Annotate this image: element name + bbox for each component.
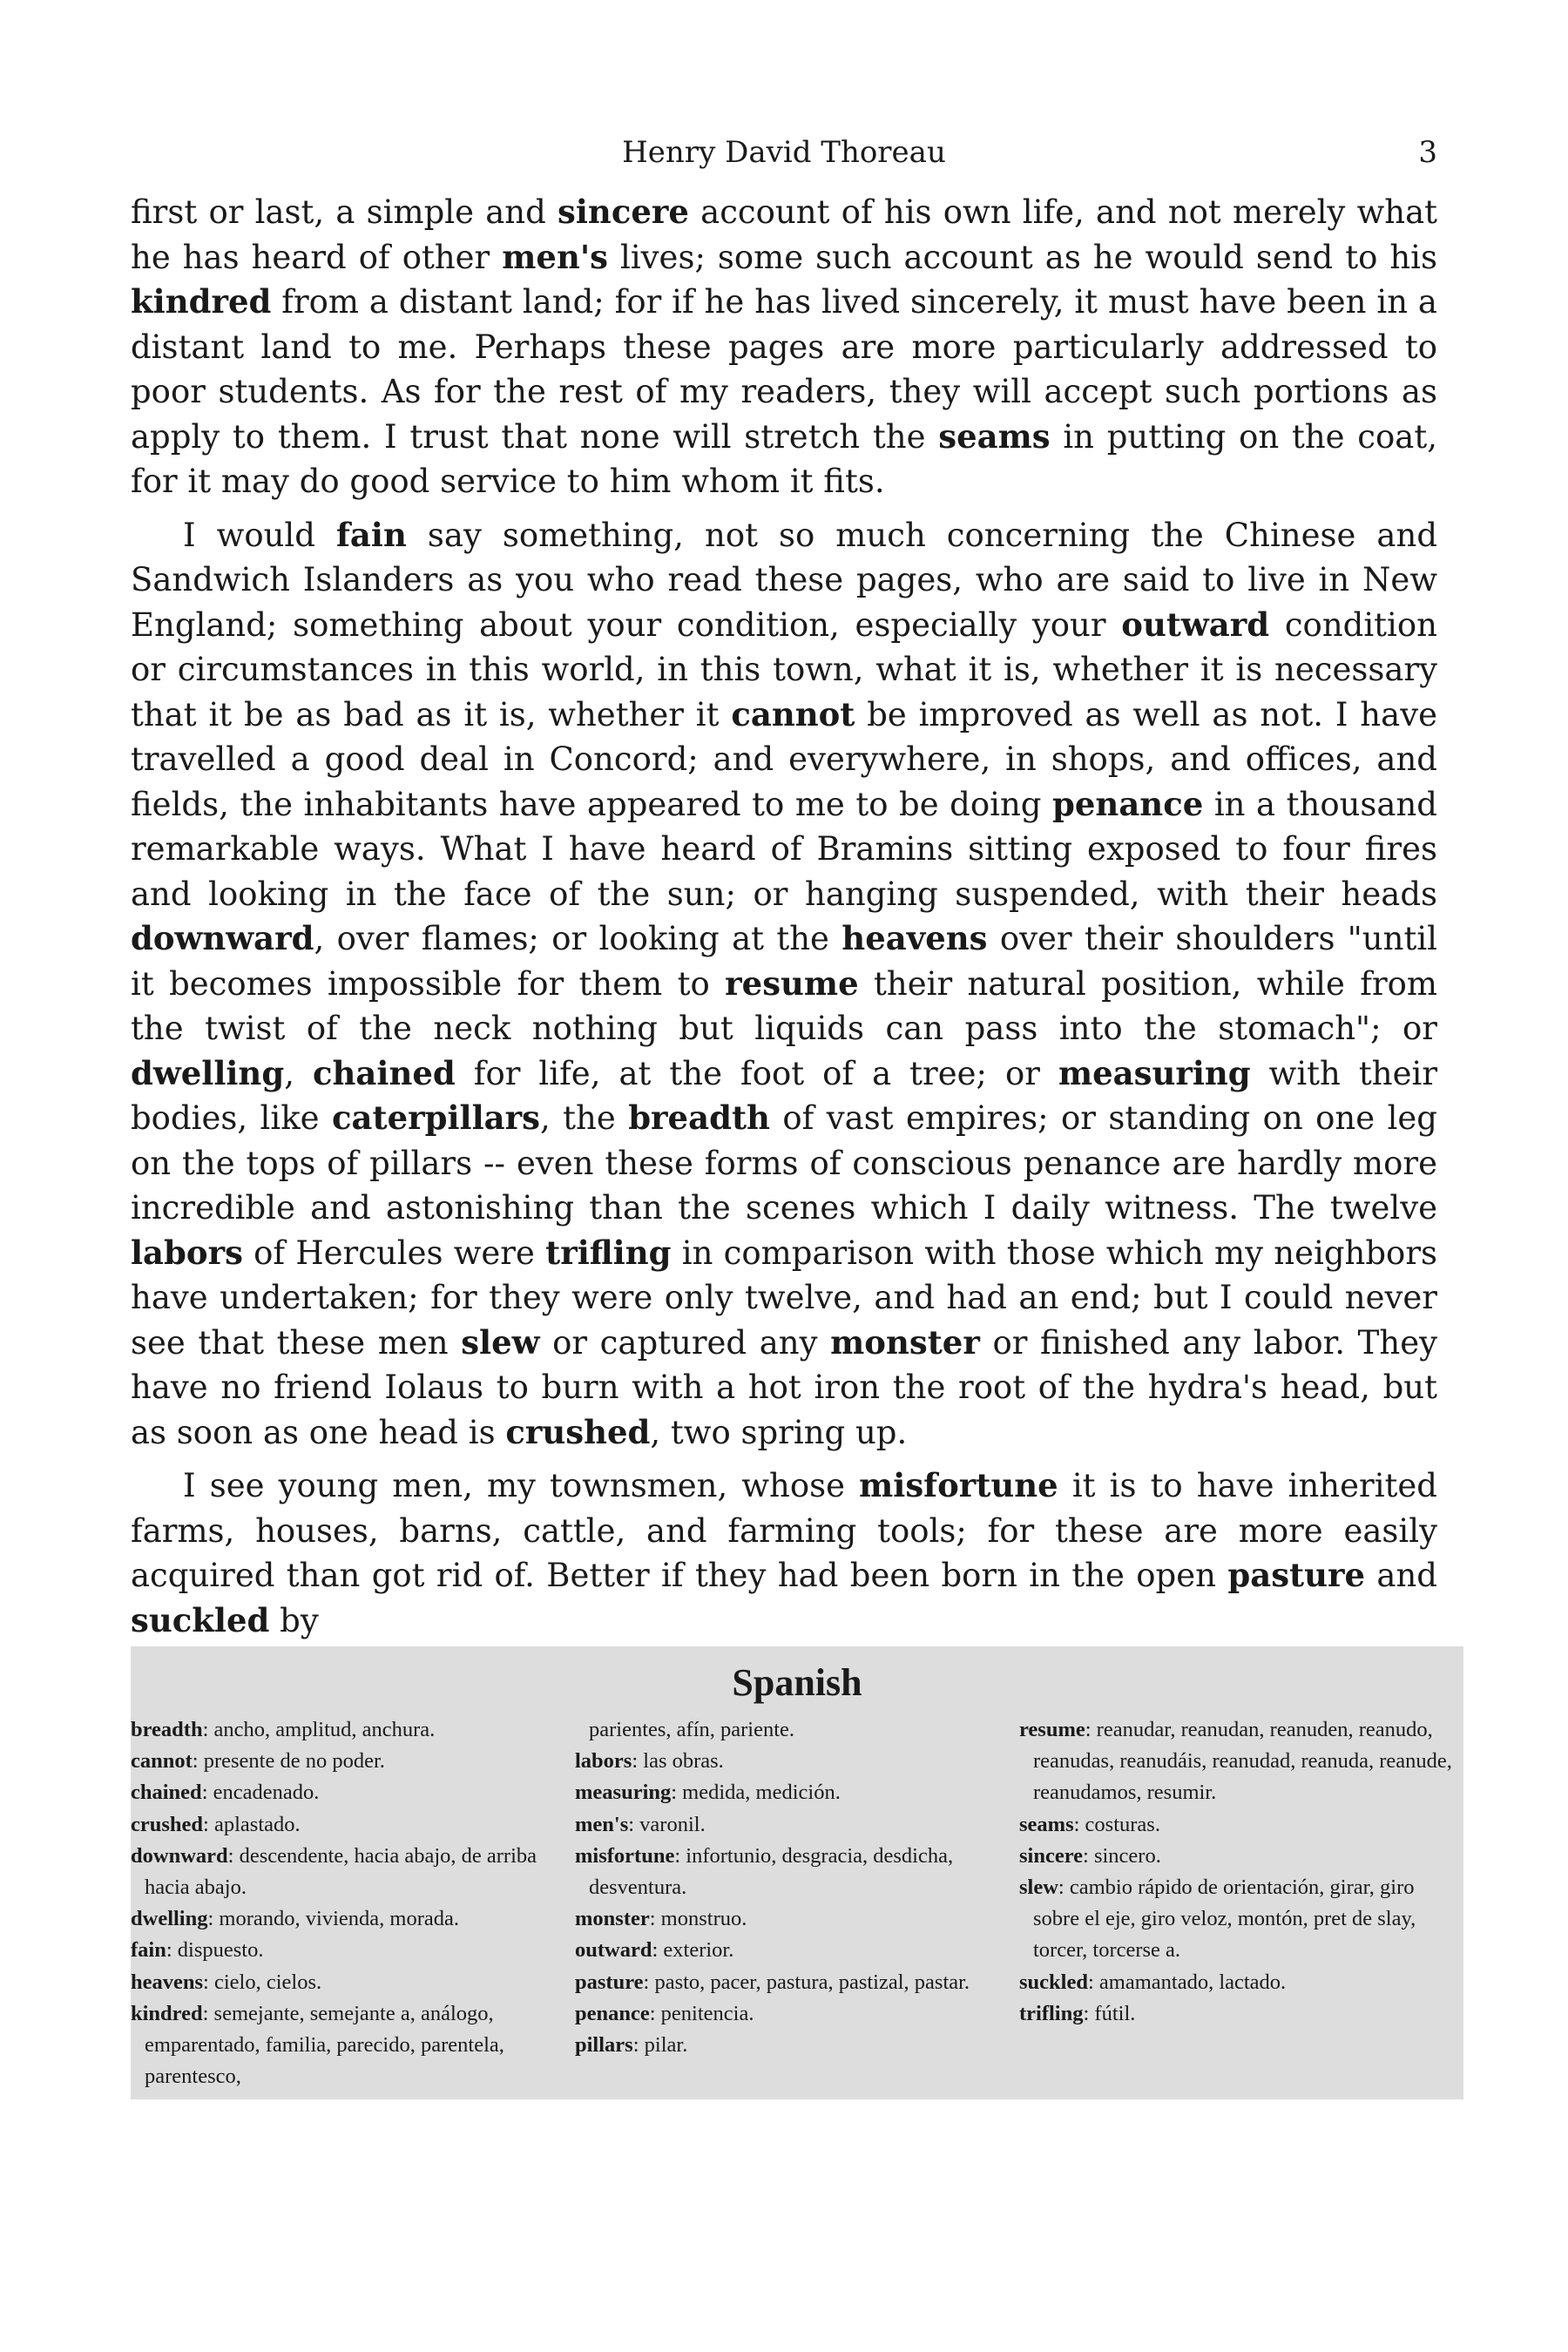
glossary-headword: cannot	[131, 1749, 193, 1774]
glossary-title: Spanish	[732, 1661, 862, 1704]
glossed-word: monster	[830, 1322, 980, 1362]
glossed-word: misfortune	[859, 1466, 1058, 1504]
glossary-definition: : encadenado.	[201, 1781, 320, 1805]
text-run: , over flames; or looking at the	[314, 920, 842, 957]
glossary-definition: : descendente, hacia abajo, de arriba hacia abajo.	[145, 1843, 537, 1900]
glossary-headword: misfortune	[575, 1843, 675, 1868]
glossary-definition: : ancho, amplitud, anchura.	[202, 1718, 436, 1741]
text-run: by	[269, 1601, 319, 1639]
glossary-headword: measuring	[575, 1781, 672, 1805]
glossary-definition: : cielo, cielos.	[203, 1970, 322, 1994]
glossary-headword: chained	[131, 1781, 202, 1805]
text-run: be improved as well as not. I have travelled a good deal in Concord; and everywhere, in shops, and offices, and fields, the inhabitants have appeared to me to be doing	[131, 695, 1437, 823]
glossary-entry	[575, 1809, 1006, 1841]
text-run: in putting on the coat, for it may do good service to him whom it fits.	[131, 417, 1437, 500]
glossed-word: seams	[938, 416, 1051, 456]
glossary-definition: : las obras.	[632, 1749, 724, 1774]
text-run: I see young men, my townsmen, whose	[183, 1467, 860, 1504]
glossary-headword: outward	[575, 1938, 652, 1963]
page-number: 3	[1418, 135, 1437, 170]
glossary-entry	[575, 1714, 1006, 1746]
glossary-definition: : monstruo.	[649, 1907, 747, 1931]
glossary-definition: : dispuesto.	[166, 1938, 264, 1963]
glossary-entry	[131, 1746, 562, 1777]
glossary-entry	[575, 2030, 1006, 2061]
text-run: for life, at the foot of a tree; or	[455, 1054, 1058, 1092]
glossary-definition: : semejante, semejante a, análogo, emparentado, familia, parecido, parentela, parentesco,	[145, 2001, 504, 2089]
text-run: of vast empires; or standing on one leg on the tops of pillars -- even these forms of conscious penance are hardly more incredible and astonishing than the scenes which I daily witness. The twelve	[131, 1099, 1437, 1227]
glossary-headword: suckled	[1019, 1970, 1088, 1994]
glossed-word: labors	[131, 1233, 243, 1272]
text-run: lives; some such account as he would send to his	[608, 238, 1438, 276]
glossary-headword: resume	[1019, 1718, 1085, 1741]
glossary-headword: kindred	[131, 2001, 203, 2025]
text-run: in comparison with those which my neighbors have undertaken; for they were only twelve, and had an end; but I could never see that these men	[131, 1233, 1437, 1362]
glossary-entry	[1019, 1714, 1455, 1809]
glossary-definition: : exterior.	[652, 1938, 734, 1963]
glossary-entry	[575, 1935, 1006, 1966]
paragraph	[131, 513, 1437, 1456]
body-text	[131, 190, 1437, 1652]
text-run: , the	[539, 1099, 629, 1137]
glossary-entry	[131, 1777, 562, 1808]
glossed-word: slew	[461, 1322, 540, 1362]
glossary-definition: : aplastado.	[203, 1812, 301, 1836]
glossary-definition: : pasto, pacer, pastura, pastizal, pastar.	[643, 1970, 970, 1994]
glossary-definition: : fútil.	[1083, 2001, 1136, 2025]
text-run: from a distant land; for if he has lived sincerely, it must have been in a distant land to me. Perhaps these pages are more particularly addressed to poor students. As for the rest of my readers, they will accept such portions as apply to them. I trust that none will stretch the	[131, 283, 1437, 456]
header-author: Henry David Thoreau	[622, 135, 946, 170]
glossary-definition: : presente de no poder.	[192, 1749, 385, 1774]
glossed-word: penance	[1052, 784, 1204, 823]
glossary-entry	[1019, 1998, 1455, 2030]
glossary-column	[1019, 1714, 1455, 2030]
glossed-word: resume	[725, 963, 859, 1003]
glossary-headword: heavens	[131, 1970, 204, 1994]
glossary-entry	[131, 1841, 562, 1903]
glossary-headword: fain	[131, 1938, 166, 1963]
glossary-definition: : costuras.	[1073, 1812, 1160, 1836]
glossary-entry	[131, 1935, 562, 1966]
glossary-entry	[131, 1809, 562, 1841]
glossary-entry	[575, 1746, 1006, 1777]
glossary-headword: breadth	[131, 1718, 203, 1741]
glossary-entry	[1019, 1967, 1455, 1998]
glossary-definition: : morando, vivienda, morada.	[207, 1907, 459, 1931]
text-run: or finished any labor. They have no friend Iolaus to burn with a hot iron the root of the hydra's head, but as soon as one head is	[131, 1323, 1437, 1451]
glossed-word: measuring	[1058, 1053, 1251, 1092]
glossed-word: downward	[131, 919, 314, 957]
text-run: condition or circumstances in this world, in this town, what it is, whether it is necessary that it be as bad as it is, whether it	[131, 605, 1437, 733]
running-header	[131, 131, 1437, 174]
glossary-entry	[575, 1841, 1006, 1903]
glossary-column	[131, 1714, 562, 2092]
text-run: or captured any	[539, 1323, 831, 1362]
glossed-word: caterpillars	[331, 1098, 540, 1137]
glossary-definition: parientes, afín, pariente.	[589, 1718, 795, 1741]
glossary-entry	[131, 1714, 562, 1746]
glossary-entry	[1019, 1872, 1455, 1967]
glossary-headword: men's	[575, 1812, 629, 1836]
paragraph	[131, 190, 1437, 504]
glossary-headword: labors	[575, 1749, 632, 1774]
text-run: say something, not so much concerning the Chinese and Sandwich Islanders as you who read these pages, who are said to live in New England; something about your condition, especially your	[131, 516, 1437, 644]
glossary-entry	[575, 1998, 1006, 2030]
text-run: , two spring up.	[650, 1413, 908, 1451]
glossed-word: men's	[502, 237, 608, 276]
paragraph	[131, 1463, 1437, 1643]
glossary-headword: monster	[575, 1907, 650, 1931]
glossed-word: crushed	[505, 1412, 651, 1451]
text-run: in a thousand remarkable ways. What I have heard of Bramins sitting exposed to four fires and looking in the face of the sun; or hanging suspended, with their heads	[131, 785, 1437, 913]
glossary-headword: pasture	[575, 1970, 644, 1994]
glossed-word: outward	[1121, 605, 1270, 644]
glossary-headword: sincere	[1019, 1843, 1084, 1868]
glossary-definition: : penitencia.	[649, 2001, 754, 2025]
text-run: account of his own life, and not merely what he has heard of other	[131, 193, 1437, 276]
glossed-word: suckled	[131, 1600, 270, 1639]
glossed-word: fain	[336, 515, 407, 554]
glossed-word: breadth	[628, 1098, 770, 1137]
glossary-entry	[575, 1777, 1006, 1808]
text-run: ,	[284, 1054, 313, 1092]
glossary-column	[575, 1714, 1006, 2061]
glossary-entry	[575, 1967, 1006, 1998]
text-run: with their bodies, like	[131, 1054, 1438, 1137]
glossary-entry	[575, 1903, 1006, 1935]
glossed-word: dwelling	[131, 1053, 285, 1092]
glossed-word: heavens	[841, 919, 988, 957]
glossary-entry	[131, 1903, 562, 1935]
text-run: their natural position, while from the twist of the neck nothing but liquids can pass into the stomach"; or	[131, 964, 1437, 1047]
text-run: it is to have inherited farms, houses, barns, cattle, and farming tools; for these are more easily acquired than got rid of. Better if they had been born in the open	[131, 1467, 1437, 1594]
glossary-box	[131, 1646, 1463, 2099]
glossary-definition: : amamantado, lactado.	[1087, 1970, 1287, 1994]
glossary-headword: penance	[575, 2001, 650, 2025]
glossary-headword: downward	[131, 1843, 228, 1868]
glossed-word: pasture	[1227, 1556, 1366, 1594]
glossary-headword: dwelling	[131, 1907, 208, 1931]
text-run: over their shoulders "until it becomes impossible for them to	[131, 920, 1437, 1003]
glossary-entry	[131, 1998, 562, 2093]
glossary-entry	[1019, 1841, 1455, 1872]
glossary-definition: : pilar.	[632, 2033, 688, 2058]
glossary-definition: : cambio rápido de orientación, girar, giro sobre el eje, giro veloz, montón, pret de slay, torcer, torcerse a.	[1033, 1876, 1416, 1963]
glossary-definition: : medida, medición.	[671, 1781, 841, 1805]
glossed-word: trifling	[545, 1233, 672, 1272]
glossed-word: cannot	[731, 694, 855, 733]
glossed-word: chained	[312, 1053, 456, 1092]
glossary-entry	[1019, 1809, 1455, 1841]
glossary-headword: seams	[1019, 1812, 1074, 1836]
glossed-word: kindred	[131, 282, 272, 321]
glossary-definition: : varonil.	[628, 1812, 706, 1836]
glossary-headword: crushed	[131, 1812, 204, 1836]
glossary-definition: : sincero.	[1083, 1843, 1161, 1868]
text-run: of Hercules were	[242, 1233, 546, 1272]
glossed-word: sincere	[558, 193, 689, 231]
glossary-headword: slew	[1019, 1876, 1058, 1900]
glossary-headword: pillars	[575, 2033, 633, 2058]
text-run: I would	[183, 516, 336, 554]
glossary-entry	[131, 1967, 562, 1998]
text-run: first or last, a simple and	[131, 193, 558, 231]
glossary-definition: : reanudar, reanudan, reanuden, reanudo, reanudas, reanudáis, reanudad, reanuda, reanude, reanudamos, resumir.	[1033, 1718, 1452, 1805]
text-run: and	[1365, 1557, 1437, 1594]
glossary-definition: : infortunio, desgracia, desdicha, desventura.	[589, 1843, 954, 1900]
glossary-headword: trifling	[1019, 2001, 1084, 2025]
